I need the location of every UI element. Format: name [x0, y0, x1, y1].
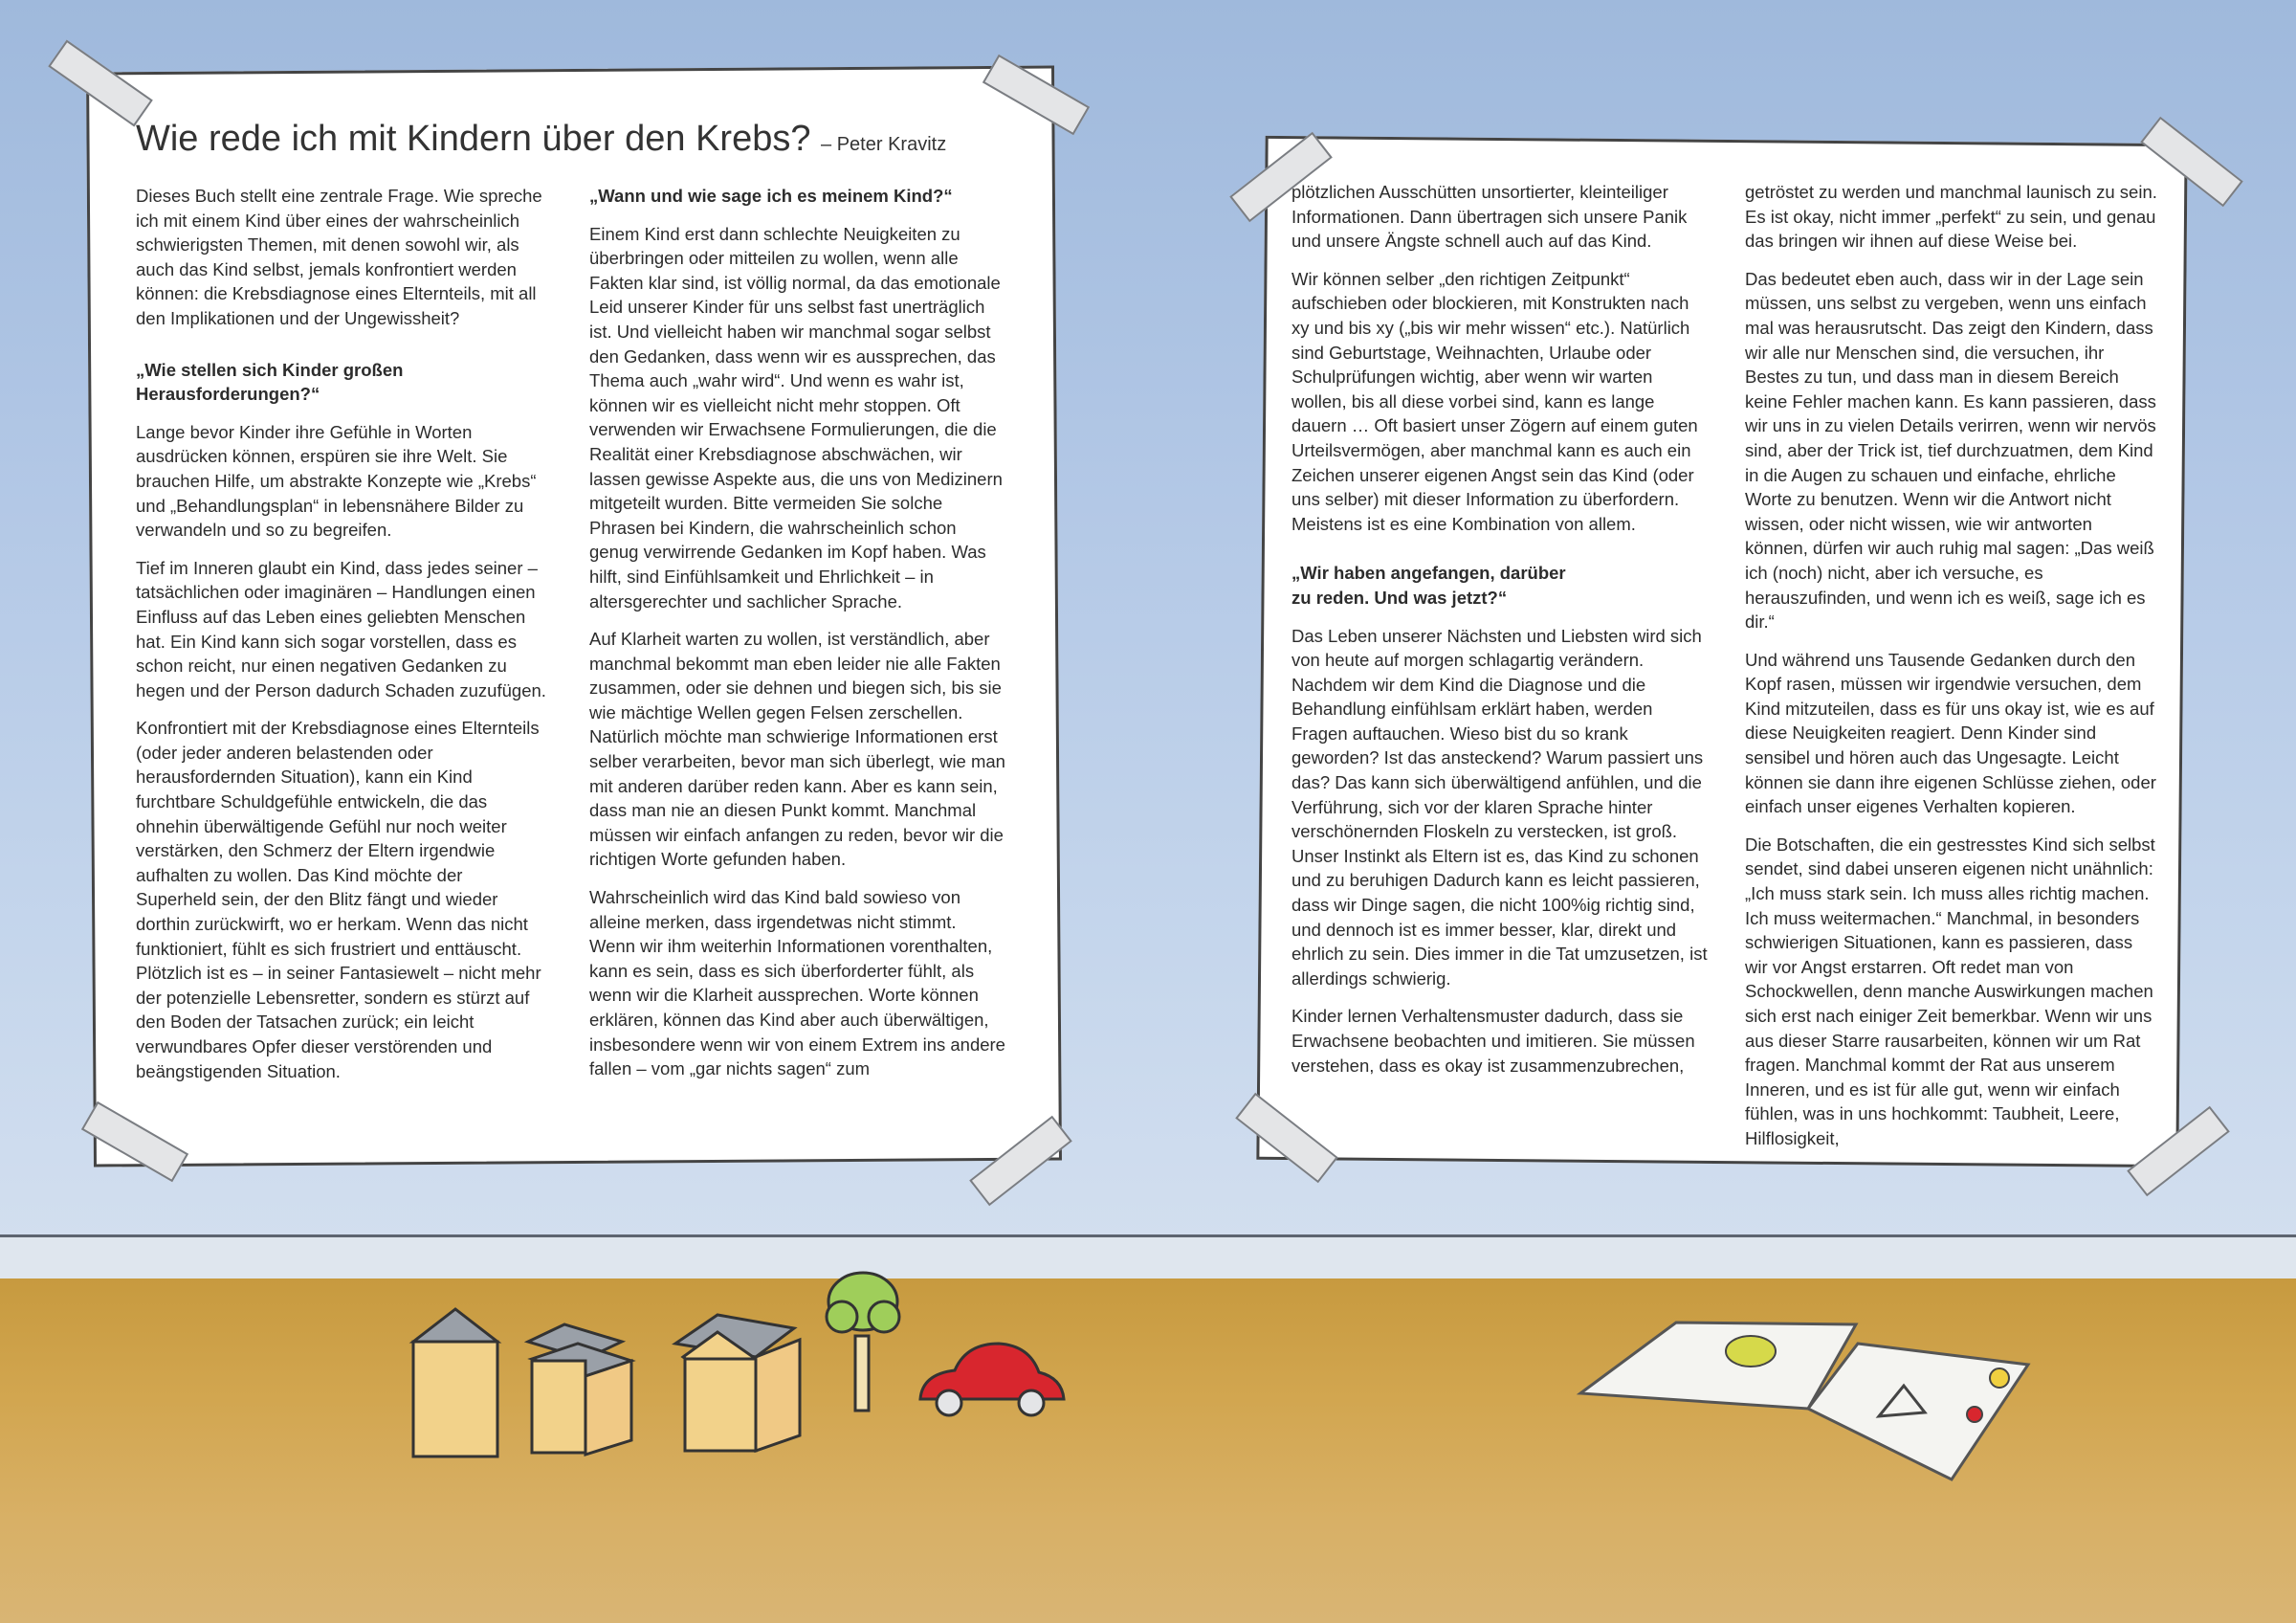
- house-icon: [675, 1315, 800, 1451]
- section-heading: „Wann und wie sage ich es meinem Kind?“: [589, 186, 953, 206]
- paragraph: Und während uns Tausende Gedanken durch den Kopf rasen, müssen wir irgendwie versuchen, dem Kind mitzuteilen, dass es für uns okay ist, wie es auf diese Neuigkeiten reagiert. Denn Kinder sind sensibel und hören auch das Ungesagte. Leicht können sie dann ihre eigenen Schlüsse ziehen, oder einfach unser eigenes Verhalten kopieren.: [1745, 649, 2156, 817]
- paragraph: getröstet zu werden und manchmal launisch zu sein. Es ist okay, nicht immer „perfekt“ zu sein, und genau das bringen wir ihnen auf diese Weise bei.: [1745, 182, 2157, 252]
- ground-illustration: [0, 1244, 2296, 1623]
- paragraph: Auf Klarheit warten zu wollen, ist verständlich, aber manchmal bekommt man eben leider nie alle Fakten zusammen, oder sie dehnen und biegen sich, bis sie wie mächtige Wellen gegen Felsen zerschellen. Natürlich möchte man schwierige Informationen erst selber verarbeiten, bevor man sich überlegt, wie man mit anderen darüber reden kann. Aber es kann sein, dass man nie an diesen Punkt kommt. Manchmal müssen wir einfach anfangen zu reden, bevor wir die richtigen Worte gefunden haben.: [589, 629, 1005, 870]
- section-heading: „Wir haben angefangen, darüber zu reden. Und was jetzt?“: [1292, 563, 1566, 608]
- title-text: Wie rede ich mit Kindern über den Krebs?: [136, 119, 811, 159]
- tree-icon: [827, 1273, 899, 1411]
- paragraph: Einem Kind erst dann schlechte Neuigkeiten zu überbringen oder mitteilen zu wollen, wenn alle Fakten klar sind, ist völlig normal, da das emotionale Leid unserer Kinder für uns selbst fast unerträglich ist. Und vielleicht haben wir manchmal sogar selbst den Gedanken, dass wenn wir es aussprechen, das Thema auch „wahr wird“. Und wenn es wahr ist, können wir es vielleicht nicht mehr stoppen. Oft verwenden wir Erwachsene Formulierungen, die die Realität einer Krebsdiagnose abschwächen, wir lassen gewisse Aspekte aus, die uns von Medizinern mitgeteilt wurden. Bitte vermeiden Sie solche Phrasen bei Kindern, die wahrscheinlich schon genug verwirrende Gedanken im Kopf haben. Was hilft, sind Einfühlsamkeit und Ehrlichkeit – in altersgerechter und sachlicher Sprache.: [589, 223, 1003, 611]
- paragraph: Dieses Buch stellt eine zentrale Frage. Wie spreche ich mit einem Kind über eines der wahrscheinlich schwierigsten Themen, mit denen sowohl wir, als auch das Kind selbst, jemals konfrontiert werden können: die Krebsdiagnose eines Elternteils, mit all den Implikationen und der Ungewissheit?: [136, 186, 542, 328]
- house-icon: [413, 1309, 497, 1456]
- author: – Peter Kravitz: [821, 134, 947, 155]
- paragraph: Das bedeutet eben auch, dass wir in der Lage sein müssen, uns selbst zu vergeben, wenn uns einfach mal was herausrutscht. Das zeigt den Kindern, dass wir alle nur Menschen sind, die versuchen, ihr Bestes zu tun, und dass man in diesem Bereich keine Fehler machen kann. Es kann passieren, dass wir uns in zu vielen Details verirren, wenn wir nervös sind, aber der Trick ist, tief durchzuatmen, dem Kind in die Augen zu schauen und einfache, ehrliche Worte zu benutzen. Wenn wir die Antwort nicht wissen, oder nicht wissen, wie wir antworten können, dürfen wir auch ruhig mal sagen: „Das weiß ich (noch) nicht, aber ich versuche, es herauszufinden, und wenn ich es weiß, sage ich es dir.“: [1745, 268, 2156, 633]
- text-column-4: [1745, 180, 2158, 1165]
- text-column-3: [1292, 180, 1709, 1091]
- page-title: [136, 119, 946, 160]
- paragraph: Das Leben unserer Nächsten und Liebsten wird sich von heute auf morgen schlagartig verändern. Nachdem wir dem Kind die Diagnose und die Behandlung einfühlsam erklärt haben, werden Fragen auftauchen. Wieso bist du so krank geworden? Ist das ansteckend? Warum passiert uns das? Das kann sich überwältigend anfühlen, und die Verführung, sich vor der klaren Sprache hinter verschönernden Floskeln zu verstecken, ist groß. Unser Instinkt als Eltern ist es, das Kind zu schonen und zu beruhigen Dadurch kann es leicht passieren, dass wir Dinge sagen, die nicht 100%ig richtig sind, und dennoch ist es immer besser, klar, direkt und ehrlich zu sein. Dies immer in die Tat umzusetzen, ist allerdings schwierig.: [1292, 625, 1708, 989]
- paragraph: plötzlichen Ausschütten unsortierter, kleinteiliger Informationen. Dann übertragen sich unsere Panik und unsere Ängste schnell auch auf das Kind.: [1292, 182, 1688, 252]
- paragraph: Kinder lernen Verhaltensmuster dadurch, dass sie Erwachsene beobachten und imitieren. Sie müssen verstehen, dass es okay ist zusammenzubrechen,: [1292, 1006, 1695, 1076]
- open-book-icon: [1580, 1323, 2028, 1479]
- text-column-2: [589, 184, 1006, 1095]
- paragraph: Wahrscheinlich wird das Kind bald sowieso von alleine merken, dass irgendetwas nicht stimmt. Wenn wir ihm weiterhin Informationen vorenthalten, kann es sein, dass es sich überforderter fühlt, als wenn wir die Klarheit aussprechen. Worte können erklären, können das Kind aber auch überwältigen, insbesondere wenn wir von einem Extrem ins andere fallen – vom „gar nichts sagen“ zum: [589, 887, 1005, 1079]
- paragraph: Wir können selber „den richtigen Zeitpunkt“ aufschieben oder blockieren, mit Konstrukten nach xy und bis xy („bis wir mehr wissen“ etc.). Natürlich sind Geburtstage, Weihnachten, Urlaube oder Schulprüfungen wichtig, aber wenn wir warten wollen, bis all diese vorbei sind, kann es lange dauern … Oft basiert unser Zögern auf einem guten Urteilsvermögen, aber manchmal kann es auch ein Zeichen unserer eigenen Angst sein das Kind (oder uns selber) mit dieser Information zu überfordern. Meistens ist es eine Kombination von allem.: [1292, 268, 1698, 534]
- paragraph: Lange bevor Kinder ihre Gefühle in Worten ausdrücken können, erspüren sie ihre Welt. Sie brauchen Hilfe, um abstrakte Konzepte wie „Krebs“ und „Behandlungsplan“ in lebensnähere Bilder zu verwandeln und so zu begreifen.: [136, 421, 537, 541]
- paragraph: Die Botschaften, die ein gestresstes Kind sich selbst sendet, sind dabei unseren eigenen nicht unähnlich: „Ich muss stark sein. Ich muss alles richtig machen. Ich muss weitermachen.“ Manchmal, in besonders schwierigen Situationen, kann es passieren, dass wir vor Angst erstarren. Oft redet man von Schockwellen, denn manche Auswirkungen machen sich erst nach einiger Zeit bemerkbar. Wenn wir uns aus dieser Starre rausarbeiten, können wir um Rat fragen. Manchmal kommt der Rat aus unserem Inneren, und es ist für alle gut, wenn wir einfach fühlen, was in uns hochkommt: Taubheit, Leere, Hilflosigkeit,: [1745, 834, 2155, 1148]
- text-column-1: [136, 184, 547, 1097]
- section-heading: „Wie stellen sich Kinder großen Herausforderungen?“: [136, 359, 404, 405]
- house-icon: [528, 1324, 631, 1455]
- paragraph: Konfrontiert mit der Krebsdiagnose eines Elternteils (oder jeder anderen belastenden oder herausfordernden Situation), kann ein Kind furchtbare Schuldgefühle entwickeln, die das ohnehin überwältigende Gefühl nur noch weiter verstärken, den Schmerz der Eltern irgendwie aufhalten zu wollen. Das Kind möchte der Superheld sein, der den Blitz fängt und wieder dorthin zurückwirft, wo er herkam. Wenn das nicht funktioniert, fühlt es sich frustriert und enttäuscht. Plötzlich ist es – in seiner Fantasiewelt – nicht mehr der potenzielle Lebensretter, sondern es stürzt auf den Boden der Tatsachen zurück; ein leicht verwundbares Opfer dieser verstörenden und beängstigenden Situation.: [136, 718, 541, 1081]
- paragraph: Tief im Inneren glaubt ein Kind, dass jedes seiner – tatsächlichen oder imaginären – Handlungen einen Einfluss auf das Leben eines geliebten Menschen hat. Ein Kind kann sich sogar vorstellen, dass es schon reicht, nur einen negativen Gedanken zu hegen und der Person dadurch Schaden zuzufügen.: [136, 557, 546, 700]
- car-icon: [920, 1344, 1064, 1415]
